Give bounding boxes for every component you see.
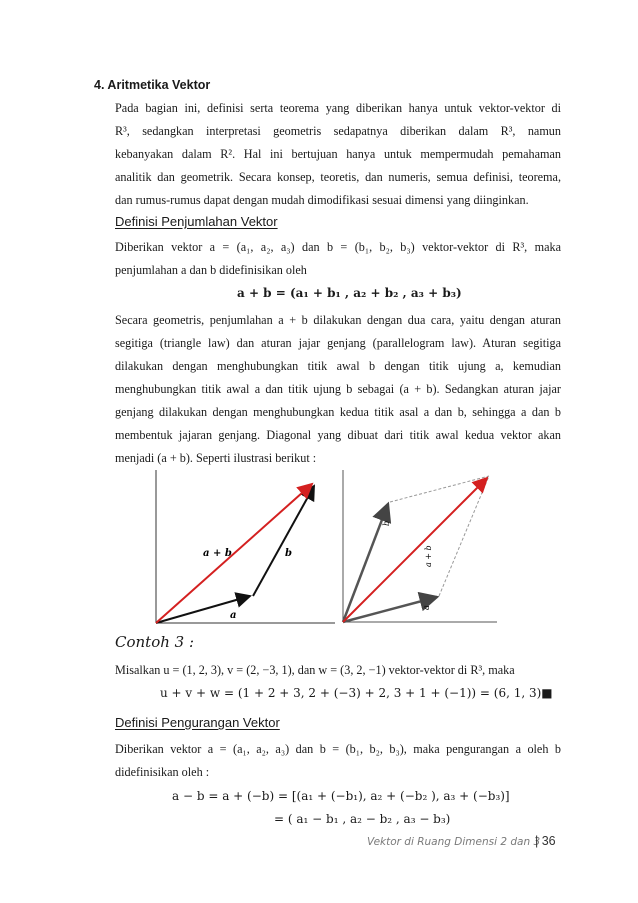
vector-sum-arrow bbox=[343, 478, 487, 622]
label-sum: a + b bbox=[424, 545, 433, 567]
definition-addition-title: Definisi Penjumlahan Vektor bbox=[115, 214, 278, 229]
dashed-side-top bbox=[390, 476, 489, 502]
geometry-line-3: dilakukan dengan menghubungkan titik awal b dengan titik ujung a, kemudian bbox=[115, 359, 561, 373]
vector-b-arrow bbox=[253, 486, 314, 596]
definition-addition-line-2: penjumlahan a dan b didefinisikan oleh bbox=[115, 263, 307, 277]
dashed-side-right bbox=[439, 476, 489, 596]
example-title: Contoh 3 : bbox=[115, 633, 195, 651]
footer-title: Vektor di Ruang Dimensi 2 dan 3 bbox=[367, 836, 541, 848]
geometry-line-1: Secara geometris, penjumlahan a + b dilakukan dengan dua cara, yaitu dengan aturan bbox=[115, 313, 561, 327]
label-a: a bbox=[230, 610, 237, 621]
intro-line-5: dan rumus-rumus dapat dengan mudah dimodifikasi sesuai dimensi yang diinginkan. bbox=[115, 193, 529, 207]
subtraction-formula-1: a − b = a + (−b) = [(a₁ + (−b₁), a₂ + (−b₂ ), a₃ + (−b₃)] bbox=[172, 789, 510, 803]
intro-line-4: analitik dan geometrik. Secara konsep, teoretis, dan numeris, semua definisi, teorema, bbox=[115, 170, 561, 184]
definition-subtraction-title: Definisi Pengurangan Vektor bbox=[115, 715, 280, 730]
geometry-line-6: membentuk jajaran genjang. Diagonal yang dibuat dari titik awal kedua vektor akan bbox=[115, 428, 561, 442]
definition-subtraction-line-2: didefinisikan oleh : bbox=[115, 765, 210, 779]
geometry-line-7: menjadi (a + b). Seperti ilustrasi berikut : bbox=[115, 451, 317, 465]
definition-addition-line-1: Diberikan vektor a = (a₁, a₂, a₃) dan b = (b₁, b₂, b₃) vektor-vektor di R³, maka bbox=[115, 240, 561, 254]
geometry-line-4: menghubungkan titik awal a dan titik ujung b sebagai (a + b). Sedangkan aturan jajar bbox=[115, 382, 561, 396]
example-line-2: u + v + w = (1 + 2 + 3, 2 + (−3) + 2, 3 + 1 + (−1)) = (6, 1, 3)■ bbox=[160, 686, 553, 700]
intro-line-3: kebanyakan dalam R². Hal ini bertujuan hanya untuk mempermudah pemahaman bbox=[115, 147, 561, 161]
triangle-law-figure bbox=[150, 470, 335, 630]
geometry-line-5: genjang dilakukan dengan menghubungkan kedua titik asal a dan b, sehingga a dan b bbox=[115, 405, 561, 419]
section-heading: 4. Aritmetika Vektor bbox=[94, 78, 211, 92]
addition-formula: a + b = (a₁ + b₁ , a₂ + b₂ , a₃ + b₃) bbox=[237, 286, 462, 300]
label-a: a bbox=[422, 605, 431, 610]
intro-line-2: R³, sedangkan interpretasi geometris sedapatnya diberikan dalam R³, namun bbox=[115, 124, 561, 138]
geometry-line-2: segitiga (triangle law) dan aturan jajar genjang (parallelogram law). Aturan segitiga bbox=[115, 336, 561, 350]
page-number: | 36 bbox=[535, 834, 556, 848]
definition-subtraction-line-1: Diberikan vektor a = (a₁, a₂, a₃) dan b = (b₁, b₂, b₃), maka pengurangan a oleh b bbox=[115, 742, 561, 756]
label-sum: a + b bbox=[203, 548, 232, 559]
parallelogram-law-figure bbox=[337, 470, 497, 628]
label-b: b bbox=[285, 548, 292, 559]
example-line-1: Misalkan u = (1, 2, 3), v = (2, −3, 1), dan w = (3, 2, −1) vektor-vektor di R³, maka bbox=[115, 663, 515, 677]
subtraction-formula-2: = ( a₁ − b₁ , a₂ − b₂ , a₃ − b₃) bbox=[274, 812, 451, 826]
label-b: b bbox=[382, 520, 391, 526]
intro-line-1: Pada bagian ini, definisi serta teorema yang diberikan hanya untuk vektor-vektor di bbox=[115, 101, 561, 115]
